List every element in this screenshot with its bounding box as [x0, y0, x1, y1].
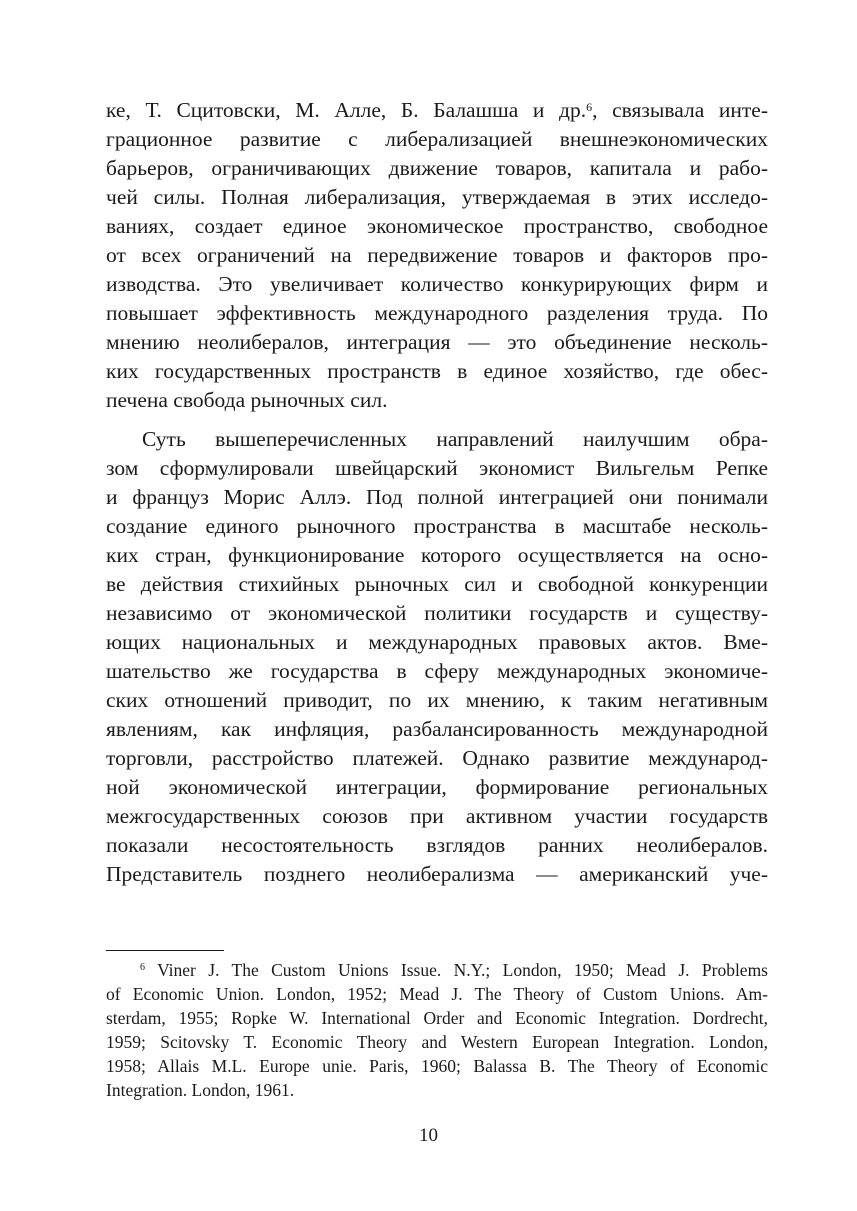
text-line: изводства. Это увеличивает количество конкурирующих фирм и — [106, 272, 768, 296]
footnote-separator — [106, 950, 224, 951]
text-line: Представитель позднего неолиберализма — американский уче- — [106, 862, 768, 886]
footnote-line: 1959; Scitovsky T. Economic Theory and Western European Integration. London, — [106, 1032, 768, 1052]
text-line: ких государственных пространств в единое хозяйство, где обес- — [106, 359, 768, 383]
text-line: чей силы. Полная либерализация, утверждаемая в этих исследо- — [106, 185, 768, 209]
text-line: барьеров, ограничивающих движение товаров, капитала и рабо- — [106, 156, 768, 180]
text-line: ве действия стихийных рыночных сил и свободной конкуренции — [106, 572, 768, 596]
text-line: печена свобода рыночных сил. — [106, 388, 388, 412]
text-line: межгосударственных союзов при активном участии государств — [106, 804, 768, 828]
text-line: повышает эффективность международного разделения труда. По — [106, 301, 768, 325]
text-line: независимо от экономической политики государств и существу- — [106, 601, 768, 625]
text-line: от всех ограничений на передвижение товаров и факторов про- — [106, 243, 768, 267]
footnote-line: Integration. London, 1961. — [106, 1080, 295, 1100]
footnote-line: 1958; Allais M.L. Europe unie. Paris, 1960; Balassa B. The Theory of Economic — [106, 1056, 768, 1076]
text-line: торговли, расстройство платежей. Однако развитие международ- — [106, 746, 768, 770]
page-number: 10 — [419, 1125, 438, 1146]
text-line: создание единого рыночного пространства в масштабе несколь- — [106, 514, 768, 538]
text-line: шательство же государства в сферу международных экономиче- — [106, 659, 768, 683]
text-line: мнению неолибералов, интеграция — это объединение несколь- — [106, 330, 768, 354]
text-line: грационное развитие с либерализацией внешнеэкономических — [106, 127, 768, 151]
text-line: ке, Т. Сцитовски, М. Алле, Б. Балашша и др.$^6$, связывала инте- — [106, 98, 768, 122]
text-line: зом сформулировали швейцарский экономист Вильгельм Репке — [106, 456, 768, 480]
footnote-marker: 6 — [140, 962, 145, 973]
footnote-reference[interactable]: 6 — [586, 100, 593, 114]
text-line: ющих национальных и международных правовых актов. Вме- — [106, 630, 768, 654]
text-line: показали несостоятельность взглядов ранних неолибералов. — [106, 833, 768, 857]
footnote-line: of Economic Union. London, 1952; Mead J. The Theory of Custom Unions. Am- — [106, 984, 768, 1004]
text-line: ких стран, функционирование которого осуществляется на осно- — [106, 543, 768, 567]
text-line: ваниях, создает единое экономическое пространство, свободное — [106, 214, 768, 238]
text-line: и француз Морис Аллэ. Под полной интеграцией они понимали — [106, 485, 768, 509]
text-line: явлениям, как инфляция, разбалансированность международной — [106, 717, 768, 741]
text-line: ной экономической интеграции, формирование региональных — [106, 775, 768, 799]
footnote-line: $^6$ Viner J. The Custom Unions Issue. N.Y.; London, 1950; Mead J. Problems — [140, 960, 768, 980]
text-line: ских отношений приводит, по их мнению, к таким негативным — [106, 688, 768, 712]
footnote-line: sterdam, 1955; Ropke W. International Order and Economic Integration. Dordrecht, — [106, 1008, 768, 1028]
text-line: Суть вышеперечисленных направлений наилучшим обра- — [142, 427, 768, 451]
